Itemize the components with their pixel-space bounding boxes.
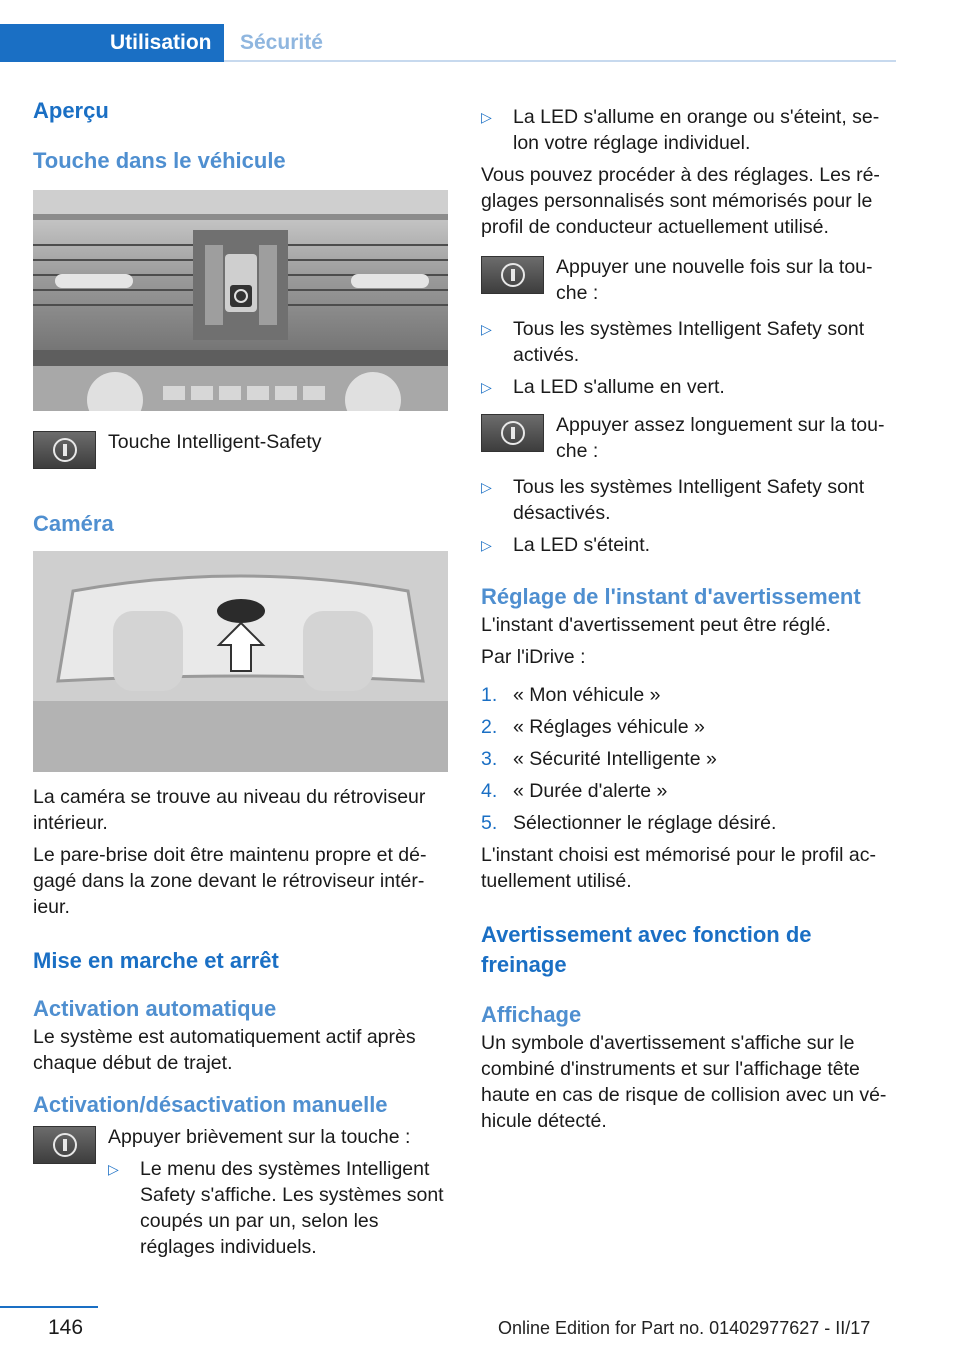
footer-divider <box>0 1306 98 1308</box>
instant-paragraph: L'instant d'avertissement peut être réglé. <box>481 614 831 636</box>
intelligent-safety-button-icon <box>481 414 544 452</box>
instant-choisi-paragraph: L'instant choisi est mémorisé pour le profil ac-tuellement utilisé. <box>481 844 876 892</box>
dashboard-button-photo <box>33 190 448 411</box>
list-item: 5. Sélectionner le réglage désiré. <box>481 812 777 834</box>
intelligent-safety-button-icon <box>481 256 544 294</box>
heading-activation-manuelle: Activation/désactivation manuelle <box>33 1092 388 1117</box>
heading-affichage: Affichage <box>481 1002 582 1027</box>
list-item: ▷ La LED s'éteint. <box>481 534 651 556</box>
list-item: 2. « Réglages véhicule » <box>481 716 705 738</box>
list-item: 1. « Mon véhicule » <box>481 684 661 706</box>
press-again-row <box>481 254 896 306</box>
list-item: 3. « Sécurité Intelligente » <box>481 748 717 770</box>
heading-camera: Caméra <box>33 511 114 536</box>
camera-illustration <box>33 551 448 772</box>
heading-reglage-instant: Réglage de l'instant d'avertissement <box>481 584 861 609</box>
brief-press-row <box>33 1124 449 1266</box>
intelligent-safety-button-icon <box>33 431 96 469</box>
heading-mise-en-marche: Mise en marche et arrêt <box>33 948 279 973</box>
header-divider <box>224 60 896 62</box>
heading-activation-automatique: Activation automatique <box>33 996 277 1021</box>
long-press-text: Appuyer assez longuement sur la tou-che : <box>556 414 885 462</box>
press-again-text: Appuyer une nouvelle fois sur la tou-che : <box>556 256 873 304</box>
camera-photo <box>33 551 448 772</box>
camera-paragraph-1: La caméra se trouve au niveau du rétroviseur intérieur. <box>33 786 426 834</box>
list-item: ▷ Le menu des systèmes Intelligent Safety s'affiche. Les systèmes sont coupés un par un, selon les réglages individuels. <box>108 1158 444 1258</box>
list-item: ▷ La LED s'allume en orange ou s'éteint, se-lon votre réglage individuel. <box>481 106 880 154</box>
page-header <box>0 0 960 62</box>
triangle-right-icon: ▷ <box>481 479 492 495</box>
brief-press-text: Appuyer brièvement sur la touche : <box>108 1126 411 1148</box>
triangle-right-icon: ▷ <box>481 109 492 125</box>
intelligent-safety-button-icon <box>33 1126 96 1164</box>
idrive-paragraph: Par l'iDrive : <box>481 646 586 668</box>
button-caption: Touche Intelligent-Safety <box>108 431 322 453</box>
list-item: ▷ Tous les systèmes Intelligent Safety sont activés. <box>481 318 865 366</box>
heading-touche-vehicule: Touche dans le véhicule <box>33 148 286 173</box>
list-item: ▷ Tous les systèmes Intelligent Safety sont désactivés. <box>481 476 865 524</box>
right-column <box>481 104 896 1140</box>
reglages-paragraph: Vous pouvez procéder à des réglages. Les ré-glages personnalisés sont mémorisés pour le profil de conducteur actuellement utilisé. <box>481 164 880 238</box>
tab-securite[interactable]: Sécurité <box>240 31 323 54</box>
tab-utilisation[interactable]: Utilisation <box>0 24 224 62</box>
dashboard-illustration <box>33 190 448 411</box>
idrive-steps <box>481 682 896 836</box>
edition-text: Online Edition for Part no. 01402977627 - II/17 <box>498 1318 871 1338</box>
page-number: 146 <box>48 1316 84 1339</box>
triangle-right-icon: ▷ <box>481 537 492 553</box>
heading-apercu: Aperçu <box>33 98 109 123</box>
list-item: 4. « Durée d'alerte » <box>481 780 668 802</box>
button-caption-row <box>33 429 449 469</box>
triangle-right-icon: ▷ <box>481 379 492 395</box>
affichage-paragraph: Un symbole d'avertissement s'affiche sur le combiné d'instruments et sur l'affichage tête haute en cas de risque de collision avec un vé-hicule détecté. <box>481 1032 887 1132</box>
long-press-row <box>481 412 896 464</box>
list-item: ▷ La LED s'allume en vert. <box>481 376 725 398</box>
heading-avertissement-freinage: Avertissement avec fonction de freinage <box>481 922 812 977</box>
camera-paragraph-2: Le pare-brise doit être maintenu propre et dé-gagé dans la zone devant le rétroviseur intér-ieur. <box>33 844 427 918</box>
left-column <box>33 96 449 1266</box>
activation-automatique-text: Le système est automatiquement actif après chaque début de trajet. <box>33 1026 416 1074</box>
triangle-right-icon: ▷ <box>481 321 492 337</box>
triangle-right-icon: ▷ <box>108 1161 119 1177</box>
